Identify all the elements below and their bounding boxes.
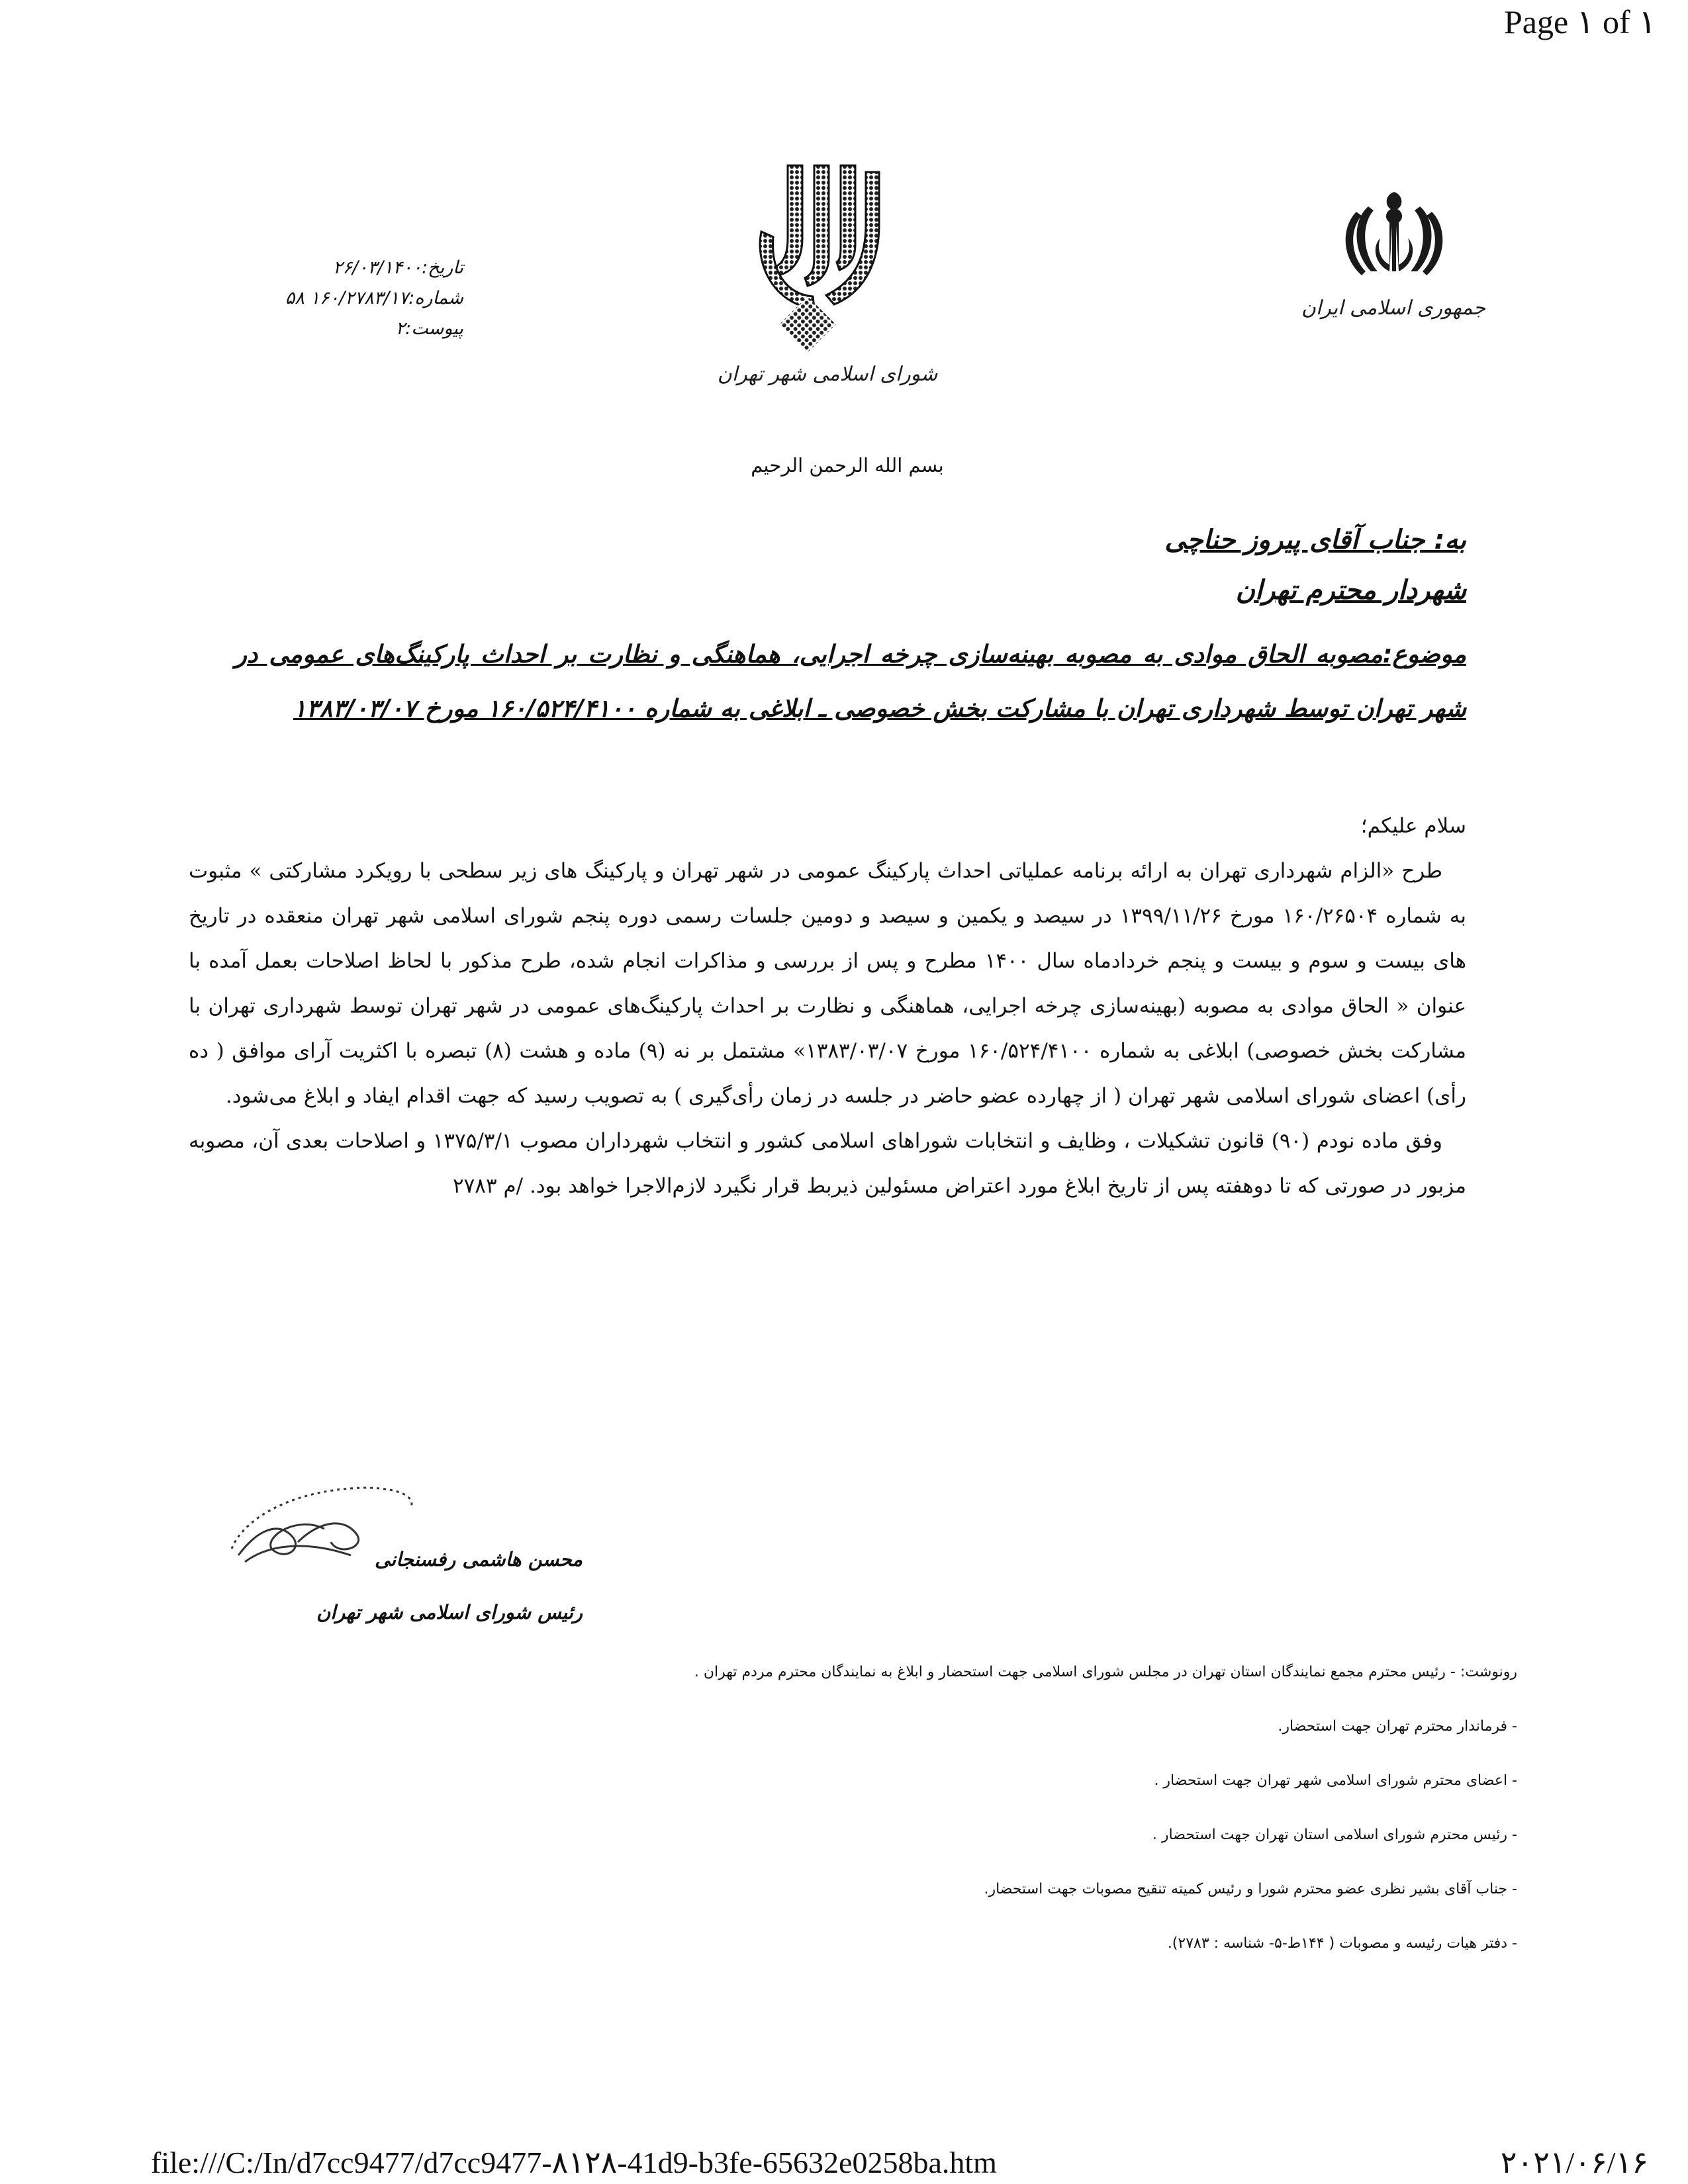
- body-paragraph-2: وفق ماده نودم (۹۰) قانون تشکیلات ، وظایف و انتخابات شوراهای اسلامی کشور و انتخاب شهرداران مصوب ۱۳۷۵/۳/۱ و اصلاحات بعدی آن، مصوبه مزبور در صورتی که تا دوهفته پس از تاریخ ابلاغ مورد اعتراض مسئولین ذیربط قرار نگیرد لازم‌الاجرا خواهد بود. /م ۲۷۸۳: [189, 1129, 1466, 1198]
- cc-item: - فرماندار محترم تهران جهت استحضار.: [1278, 1718, 1517, 1735]
- cc-item: - اعضای محترم شورای اسلامی شهر تهران جهت استحضار .: [1154, 1772, 1517, 1789]
- signer-name: محسن هاشمی رفسنجانی: [374, 1548, 583, 1570]
- iran-emblem-caption: جمهوری اسلامی ایران: [1301, 296, 1486, 320]
- signer-block: [238, 1533, 583, 1639]
- cc-item: - جناب آقای بشیر نظری عضو محترم شورا و رئیس کمیته تنقیح مصوبات جهت استحضار.: [984, 1881, 1517, 1897]
- letter-meta: [238, 253, 463, 344]
- letter-body: [189, 803, 1466, 1208]
- cc-list: [233, 1645, 1517, 1971]
- tehran-council-logo: [717, 159, 938, 397]
- footer-date: ۲۰۲۱/۰۶/۱۶: [1500, 2146, 1648, 2179]
- greeting: سلام علیکم؛: [1360, 814, 1466, 838]
- subject-line: موضوع:مصوبه الحاق موادی به مصوبه بهینه‌سازی چرخه اجرایی، هماهنگی و نظارت بر احداث پارکینگ‌های عمومی در شهر تهران توسط شهرداری تهران با مشارکت بخش خصوصی ـ ابلاغی به شماره ۱۶۰/۵۲۴/۴۱۰۰ مورخ ۱۳۸۳/۰۳/۰۷: [235, 640, 1466, 723]
- signer-title: رئیس شورای اسلامی شهر تهران: [316, 1601, 583, 1623]
- addressee-line-2: شهردار محترم تهران: [1235, 575, 1466, 606]
- letter-attachment: پیوست:۲: [395, 318, 463, 339]
- cc-item: - دفتر هیات رئیسه و مصوبات ( ۱۴۴ط-۵- شناسه : ۲۷۸۳).: [1167, 1935, 1517, 1952]
- cc-item: رونوشت: - رئیس محترم مجمع نمایندگان استان تهران در مجلس شورای اسلامی جهت استحضار و ابلاغ به نمایندگان محترم مردم تهران .: [694, 1664, 1517, 1680]
- body-paragraph-1: طرح «الزام شهرداری تهران به ارائه برنامه عملیاتی احداث پارکینگ عمومی در شهر تهران و پارکینگ های زیر سطحی با رویکرد مشارکتی » مثبوت به شماره ۱۶۰/۲۶۵۰۴ مورخ ۱۳۹۹/۱۱/۲۶ در سیصد و یکمین و سیصد و دومین جلسات رسمی دوره پنجم شورای اسلامی شهر تهران منعقده در تاریخ های بیست و سوم و بیست و پنجم خردادماه سال ۱۴۰۰ مطرح و پس از بررسی و مذاکرات انجام شده، طرح مذکور با لحاظ اصلاحات بعمل آمده با عنوان « الحاق موادی به مصوبه (بهینه‌سازی چرخه اجرایی، هماهنگی و نظارت بر احداث پارکینگ‌های عمومی در شهر تهران توسط شهرداری تهران با مشارکت بخش خصوصی) ابلاغی به شماره ۱۶۰/۵۲۴/۴۱۰۰ مورخ ۱۳۸۳/۰۳/۰۷» مشتمل بر نه (۹) ماده و هشت (۸) تبصره با اکثریت آرای موافق ( ده رأی) اعضای شورای اسلامی شهر تهران ( از چهارده عضو حاضر در جلسه در زمان رأی‌گیری ) به تصویب رسید که جهت اقدام ایفاد و ابلاغ می‌شود.: [189, 859, 1467, 1108]
- iran-emblem-icon: [1301, 172, 1486, 338]
- tehran-council-caption: شورای اسلامی شهر تهران: [717, 363, 938, 386]
- bismillah: بسم الله الرحمن الرحیم: [751, 454, 944, 477]
- iran-emblem-logo: [1301, 172, 1486, 338]
- addressee-line-1: به: جناب آقای پیروز حناچی: [1164, 525, 1466, 555]
- tehran-council-icon: [717, 159, 938, 397]
- page-counter: Page ۱ of ۱: [1503, 3, 1656, 40]
- footer-file-path: file:///C:/In/d7cc9477/d7cc9477-۸۱۲۸-41d9-b3fe-65632e0258ba.htm: [151, 2146, 997, 2179]
- letter-date: تاریخ:۲۶/۰۳/۱۴۰۰: [332, 257, 463, 278]
- cc-item: - رئیس محترم شورای اسلامی استان تهران جهت استحضار .: [1152, 1827, 1517, 1843]
- letter-number: شماره:۱۶۰/۲۷۸۳/۱۷ ۵۸: [285, 288, 463, 308]
- addressee: [606, 515, 1466, 615]
